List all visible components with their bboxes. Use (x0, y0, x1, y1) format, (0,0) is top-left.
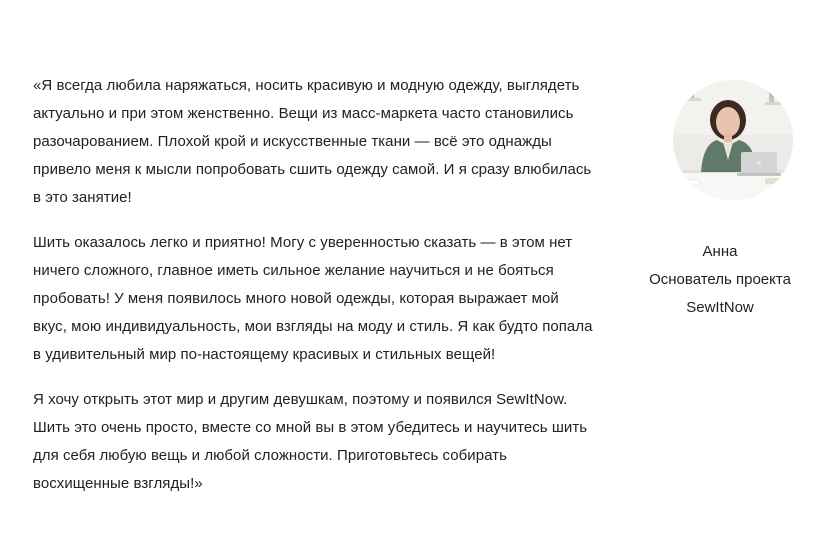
founder-quote (33, 72, 593, 515)
quote-paragraph-1: «Я всегда любила наряжаться, носить красивую и модную одежду, выглядеть актуально и при этом женственно. Вещи из масс-маркета часто становились разочарованием. Плохой крой и искусственные ткани — всё это однажды привело меня к мысли попробовать сшить одежду самой. И я сразу влюбилась в это занятие! (33, 77, 592, 206)
author-portrait-icon (673, 80, 793, 200)
quote-paragraph-3: Я хочу открыть этот мир и другим девушкам, поэтому и появился SewItNow. Шить это очень просто, вместе со мной вы в этом убедитесь и научитесь шить для себя любую вещь и любой сложности. Приготовьтесь собирать восхищенные взгляды!» (33, 391, 588, 492)
author-role: Основатель проекта (649, 271, 791, 288)
author-project: SewItNow (686, 299, 754, 316)
quote-paragraph-2: Шить оказалось легко и приятно! Могу с уверенностью сказать — в этом нет ничего сложного, главное иметь сильное желание научиться и не бояться пробовать! У меня появилось много новой одежды, которая выражает мой вкус, мою индивидуальность, мои взгляды на моду и стиль. Я как будто попала в удивительный мир по-настоящему красивых и стильных вещей! (33, 234, 593, 363)
author-card (640, 80, 800, 322)
author-avatar (673, 80, 793, 200)
author-name: Анна (702, 243, 738, 260)
